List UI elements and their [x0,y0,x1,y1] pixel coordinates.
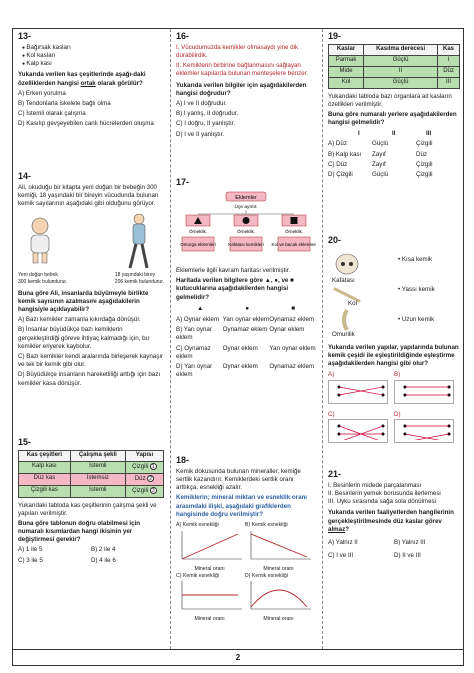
option-a[interactable]: A) I ve II doğrudur. [176,100,227,107]
graph-option-c[interactable]: C) Kemik esnekliği Mineral oranı [176,573,243,624]
option-a[interactable]: A) 1 ile 5 [18,546,43,554]
graph-option-a[interactable]: A) Kemik esnekliği Mineral oranı [176,522,243,573]
question-text: Kemik dokusunda bulunan mineraller, kemiğe sertlik kazandırır. Kemiklerdeki sertlik oranı arttıkça, esnekliği azalır. [176,467,301,492]
question-number: 17- [176,177,190,187]
question-number: 13- [18,31,32,41]
option-b[interactable]: B) İnsanlar büyüdükçe bazı kemiklerin gerçekleştirdiği göreve ihtiyaç kalmadığı için, bu kemikler eriyerek kaybolur. [18,326,150,350]
option-c[interactable]: C) Bazı kemikler kendi aralarında birleşerek kaynaşır ve tek bir kemik gibi olur. [18,352,164,369]
square-icon: ■ [291,304,295,312]
option-b[interactable]: B) Yalnız III [394,539,426,546]
question-13 [18,31,164,131]
map-sub: Üçe ayrılır. [234,204,258,210]
question-text: Yukarıdaki tabloda bazı organlara ait kasların özellikleri verilmiştir. [328,92,452,108]
question-21 [328,469,460,562]
question-14 [18,171,164,390]
match-option-b[interactable]: B) [394,371,456,406]
option-a[interactable]: A) Erken yorulma [18,89,66,97]
graph-c-plot [176,579,244,613]
figure-captions: Yeni doğan bebek 300 kemik bulundurur. 18 yaşındaki birey 206 kemik bulundurur. [18,272,164,286]
list-item: ● Bağırsak kasları [22,44,164,52]
option-b[interactable]: B) Tendonlarla iskelete bağlı olma [18,100,111,107]
exam-page [12,28,464,666]
question-20 [328,235,460,446]
graph-d-plot [245,579,313,613]
question-number: 14- [18,171,32,181]
option-a[interactable]: A) Bazı kemikler zamanla kıkırdağa dönüşür. [18,316,141,324]
muscle-table: Kas çeşitleri Çalışma şekli Yapısı Kalp kası İstemli Çizgili 1 Düz kas İstemsiz Düz 2 Çizgili kas İstemli Çizgili 3 [18,450,164,498]
organ-table: Kaslar Kasılma derecesi Kas Parmak Güçlü I Mide II Düz Kol Güçlü III [328,44,460,89]
graph-option-b[interactable]: B) Kemik esnekliği Mineral oranı [245,522,312,573]
question-stem: Yukarıda verilen yapılar, yapılarında bulunan kemik çeşidi ile eşleştirildiğinde eşleştirme aşağıdakilerden hangisi gibi olur? [328,343,459,368]
match-option-c[interactable]: C) [328,411,390,446]
svg-text:Örneklik.: Örneklik. [284,228,304,234]
option-d[interactable]: D) II ve III [394,552,421,560]
option-c[interactable]: C) Oynamaz eklem Oynar eklem Yarı oynar eklem [176,344,316,360]
question-number: 18- [176,455,190,465]
symbol-header [176,305,316,313]
matching-figure: Kafatası Kol Omurilik • Kısa kemik • Yassı kemik • Uzun kemik [328,248,460,340]
table-row: Kol Güçlü III [329,77,460,88]
statement-2: II. Besinlerin yemek borusunda ilerlemesi [328,490,441,498]
table-row: Çizgili kas İstemli Çizgili 3 [19,485,164,497]
option-d[interactable]: D) 4 ile 6 [91,556,116,564]
question-stem: Haritada verilen bilgilere göre ▲, ●, ve ■ kutucuklarına aşağıdakilerden hangisi gelmelidir? [176,277,294,301]
circle-icon: ● [245,304,250,312]
question-17 [176,177,316,381]
option-d[interactable]: D) Yarı oynar eklem Oynar eklem Oynamaz eklem [176,362,315,379]
map-caption: Eklemlerle ilgili kavram haritası verilmiştir. [176,267,291,275]
question-number: 16- [176,31,190,41]
baby-icon [18,212,68,270]
arm-bone-icon [332,285,362,305]
page-number: 2 [13,649,463,665]
question-15 [18,437,164,567]
options-row [18,546,164,554]
statement-1: I. Besinlerin midede parçalanması [328,481,422,489]
svg-text:Kol ve bacak eklemleri: Kol ve bacak eklemleri [271,241,316,247]
option-b[interactable]: B) Kalp kası Zayıf Düz [328,150,428,158]
question-text: Ali, okuduğu bir kitapta yeni doğan bir bebeğin 300 kemiği, 18 yaşındaki bir bireyin vücudunda bulunan kemik sayılarının aşağıdaki gibi olduğunu görüyor. [18,183,159,208]
bullet-list [22,44,164,69]
statement-1: I. Vücudumuzda kemikler olmasaydı yine dik durabilirdik. [176,43,299,60]
graph-option-d[interactable]: D) Kemik esnekliği Mineral oranı [245,573,312,624]
question-stem: Yukarıda verilen kas çeşitlerinde aşağı-daki özelliklerden hangisi ortak olarak görülür? [18,71,146,87]
option-c[interactable]: C) 3 ile 5 [18,556,43,564]
options-row [328,552,460,560]
statement-3: III. Uyku sırasında sağa sola dönülmesi [328,498,436,506]
option-d[interactable]: D) I ve II yanlıştır. [176,130,225,138]
svg-text:Omurga eklemleri: Omurga eklemleri [180,241,216,247]
triangle-icon: ▲ [197,304,204,312]
spine-icon [332,309,362,331]
adult-icon [114,212,164,270]
list-item: ● Kalp kası [22,60,164,68]
option-c[interactable]: C) İstemli olarak çalışma [18,110,86,118]
question-stem: Yukarıda verilen faaliyetlerden hangilerinin gerçekleştirilmesinde düz kaslar görev almaz? [328,509,454,533]
question-number: 19- [328,31,342,41]
option-a[interactable]: A) Düz Güçlü Çizgili [328,140,433,148]
statement-2: II. Kemiklerin birbirine bağlanmasını sağlayan eklemler kapılarda bulunan menteşelere benzer. [176,62,309,78]
question-stem: Buna göre numaralı yerlere aşağıdakilerden hangisi gelmelidir? [328,110,457,127]
question-stem: Kemiklerin; mineral miktarı ve esneklik oranı arasındaki ilişki, aşağıdaki grafiklerden hangisinde doğru verilmiştir? [176,494,308,518]
svg-text:Kafatası kemikleri: Kafatası kemikleri [228,241,264,247]
skull-icon [332,252,362,278]
question-16 [176,31,316,141]
graph-a-plot [176,529,244,563]
option-c[interactable]: C) I doğru, II yanlıştır. [176,120,236,128]
svg-text:Örneklik.: Örneklik. [236,228,256,234]
graph-b-plot [245,529,313,563]
concept-map [176,190,316,264]
question-stem: Buna göre tablonun doğru olabilmesi için numaralı kısımlardan hangi ikisinin yer değiştirmesi gerekir? [18,519,141,544]
matching-options [328,371,460,446]
option-d[interactable]: D) Büyüdükçe insanların hareketliliği arttığı için bazı kemikler kasa dönüşür. [18,371,161,387]
option-b[interactable]: B) I yanlış, II doğrudur. [176,110,239,118]
question-number: 15- [18,437,32,447]
list-item: ● Kol kasları [22,52,164,60]
option-c[interactable]: C) Düz Zayıf Çizgili [328,160,433,168]
table-row: Kalp kası İstemli Çizgili 1 [19,461,164,473]
question-number: 21- [328,469,342,479]
question-text: Yukarıdaki tabloda kas çeşitlerinin çalışma şekli ve yapıları verilmiştir. [18,501,157,517]
table-row: Düz kas İstemsiz Düz 2 [19,473,164,485]
match-option-a[interactable]: A) [328,371,390,406]
option-c[interactable]: C) I ve III [328,552,354,560]
option-a[interactable]: A) Yalnız II [328,539,358,546]
svg-text:Örneklik.: Örneklik. [188,228,208,234]
column-3 [322,29,465,649]
option-d[interactable]: D) Kasılıp gevşeyebilen canlı hücrelerden oluşma [18,120,154,128]
options-row [328,539,460,547]
question-19 [328,31,460,181]
option-b[interactable]: B) Yarı oynar eklem Oynamaz eklem Oynar eklem [176,326,305,342]
column-headers: I II III [358,130,432,138]
question-stem: Yukarıda verilen bilgiler için aşağıdakilerden hangisi doğrudur? [176,81,307,97]
match-option-d[interactable]: D) [394,411,456,446]
growth-figure [18,212,164,270]
question-18 [176,455,316,623]
question-number: 20- [328,235,342,245]
option-b[interactable]: B) 2 ile 4 [91,546,116,554]
table-row: Mide II Düz [329,66,460,77]
question-stem: Buna göre Ali, insanlarda büyümeyle birlikte kemik sayısının azalmasını aşağıdakilerin hangisiyle açıklayabilir? [18,289,149,313]
option-a[interactable]: A) Oynar eklem Yarı oynar eklem Oynamaz eklem [176,316,315,323]
map-root: Eklemler [235,194,257,201]
table-row: Parmak Güçlü I [329,55,460,66]
graph-options [176,522,316,623]
options-row [18,557,164,565]
option-d[interactable]: D) Çizgili Güçlü Çizgili [328,171,433,178]
column-1 [13,29,169,649]
column-2 [170,29,321,649]
